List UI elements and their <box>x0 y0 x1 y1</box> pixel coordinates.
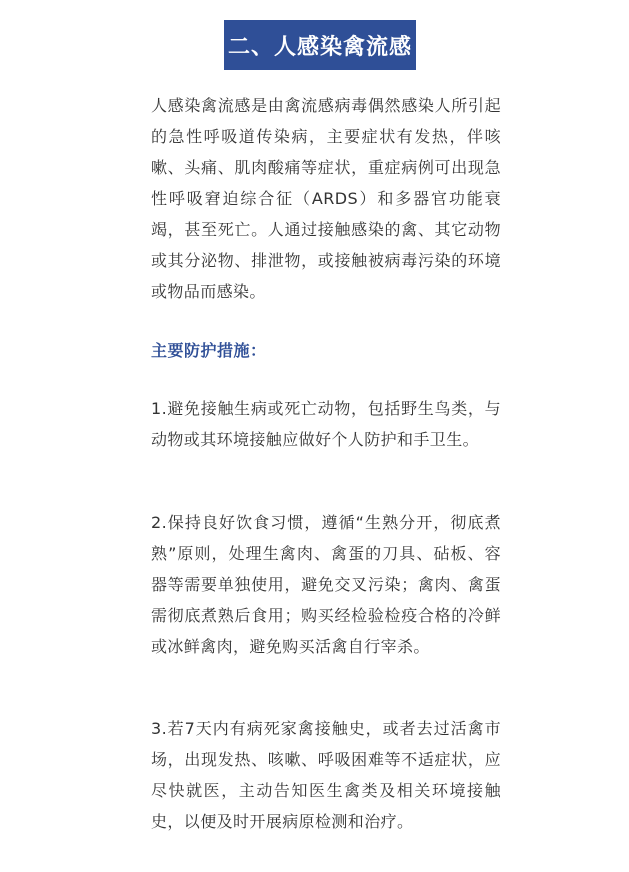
section-heading-banner <box>224 20 416 70</box>
section-heading-text: 二、人感染禽流感 <box>227 34 412 60</box>
measure-item-1: 1.避免接触生病或死亡动物，包括野生鸟类，与动物或其环境接触应做好个人防护和手卫生。 <box>151 399 501 449</box>
measure-item-3: 3.若7天内有病死家禽接触史，或者去过活禽市场，出现发热、咳嗽、呼吸困难等不适症状，应尽快就医，主动告知医生禽类及相关环境接触史，以便及时开展病原检测和治疗。 <box>151 719 501 831</box>
intro-paragraph: 人感染禽流感是由禽流感病毒偶然感染人所引起的急性呼吸道传染病，主要症状有发热，伴咳嗽、头痛、肌肉酸痛等症状，重症病例可出现急性呼吸窘迫综合征（ARDS）和多器官功能衰竭，甚至死亡。人通过接触感染的禽、其它动物或其分泌物、排泄物，或接触被病毒污染的环境或物品而感染。 <box>151 96 501 301</box>
measure-item-2: 2.保持良好饮食习惯，遵循“生熟分开，彻底煮熟”原则，处理生禽肉、禽蛋的刀具、砧板、容器等需要单独使用，避免交叉污染；禽肉、禽蛋需彻底煮熟后食用；购买经检验检疫合格的冷鲜或冰鲜禽肉，避免购买活禽自行宰杀。 <box>151 513 501 656</box>
measures-title: 主要防护措施： <box>151 341 267 360</box>
